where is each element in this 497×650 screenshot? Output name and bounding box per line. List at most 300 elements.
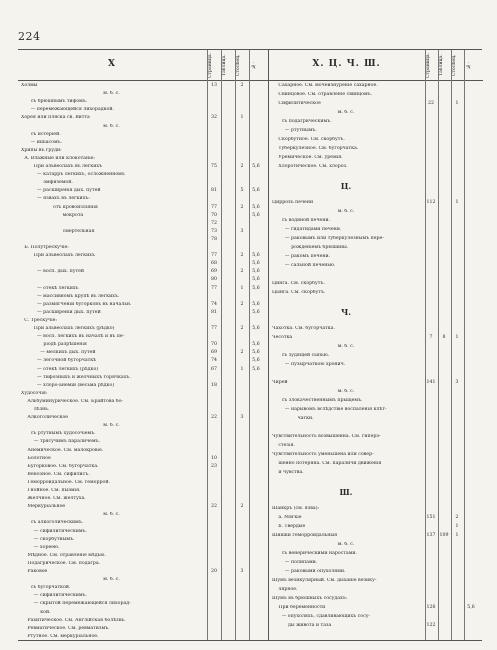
column-number-cell: 1 (455, 200, 459, 205)
right-body (269, 81, 483, 640)
entry-text: — расширенія дых. путей (37, 188, 101, 194)
entry-text: Венозное. См. сифилисъ. (27, 471, 90, 477)
entry-text: При альвеолахъ легкихъ (33, 253, 95, 259)
index-entry (18, 302, 268, 308)
table-number-cell: 8 (442, 335, 446, 340)
right-header-page: Страница. (426, 52, 431, 78)
entry-text: лярное. (278, 587, 298, 592)
entry-text: шенно потеряна. См. параличи движенія (278, 461, 382, 466)
entry-text: Уремическое. См. уремія. (278, 155, 343, 160)
entry-text: — скорбутнымъ. (33, 536, 75, 542)
entry-text: стезія. (278, 443, 295, 448)
index-entry (269, 218, 483, 224)
entry-number-cell: 5,6 (252, 358, 260, 364)
column-number-cell: 2 (240, 204, 244, 210)
index-entry (18, 229, 268, 235)
section-letter-text: Ш. (339, 488, 353, 496)
column-number-cell: 2 (240, 164, 244, 169)
entry-text: Шумъ въ брюшныхъ сосудахъ: (272, 596, 348, 601)
index-entry (18, 334, 268, 340)
index-table (18, 49, 482, 641)
entry-number-cell: 5,6 (252, 285, 260, 291)
entry-number-cell: 5,6 (252, 309, 260, 315)
entry-text: — отекѣ легкихъ (рѣдко) (37, 366, 99, 372)
entry-text: При альвеолахъ легкихъ (рѣдко) (33, 326, 115, 331)
index-entry (269, 173, 483, 179)
index-entry (269, 425, 483, 431)
entry-text: — восп. дых. путей (37, 269, 84, 275)
section-letter-text: Ч. (340, 308, 352, 316)
index-entry (18, 221, 268, 227)
index-entry (18, 99, 268, 105)
entry-text: м. б. с. (103, 423, 120, 429)
entry-text: Шумъ везикулярный. См. дыханіе везику- (272, 578, 377, 583)
index-entry (269, 578, 483, 584)
index-entry (269, 110, 483, 116)
left-body (18, 81, 268, 640)
entry-number-cell: 5,6 (252, 253, 260, 259)
index-entry (269, 434, 483, 440)
index-entry (18, 569, 268, 575)
index-entry (18, 213, 268, 219)
entry-text: съ зудящей сыпью. (281, 353, 330, 358)
index-entry (18, 545, 268, 551)
entry-number-cell: 5,6 (252, 164, 260, 169)
entry-text: Свинцовое. См. отравленіе свинцомъ. (278, 92, 373, 97)
right-header-title: Х. Ц. Ч. Ш. (312, 59, 381, 69)
page-number-cell: 22 (211, 504, 217, 510)
entry-text: м. б. с. (103, 512, 120, 518)
entry-text: — раковымъ или туберкулезнымъ пере- (284, 236, 384, 241)
index-entry (18, 180, 268, 186)
entry-text: съ алкоголическимъ. (30, 520, 84, 526)
entry-text: Ревматическое. См. ревматизмъ. (27, 625, 110, 631)
entry-text: м. б. с. (337, 542, 355, 547)
entry-text: — скрытой перемежающейся лихорад- (33, 601, 131, 607)
index-entry (269, 587, 483, 593)
index-entry (269, 542, 483, 548)
index-entry (269, 353, 483, 359)
page-number-cell: 77 (211, 326, 217, 331)
left-header-page: Страница. (208, 52, 213, 78)
column-number-cell: 2 (240, 83, 244, 88)
entry-text: — хлоро-анеміи (весьма рѣдко) (37, 382, 115, 388)
index-entry (269, 101, 483, 107)
column-number-cell: 3 (240, 228, 244, 234)
index-entry (269, 254, 483, 260)
entry-text: А. Влажные или клокотаніе: (24, 155, 95, 161)
index-entry (269, 380, 483, 386)
index-entry (18, 601, 268, 607)
index-entry (18, 253, 268, 259)
entry-number-cell: 5,6 (252, 261, 260, 267)
page-number-cell: 70 (211, 342, 217, 348)
index-entry (18, 245, 268, 251)
entry-text: Рахитическое. См. Англійская болѣзнь. (27, 617, 126, 623)
index-entry (269, 299, 483, 305)
entry-text: смертельная (62, 228, 95, 234)
entry-text: м. б. с. (337, 110, 355, 115)
index-entry (269, 515, 483, 521)
index-entry (18, 375, 268, 381)
entry-text: Болотное (27, 455, 51, 461)
entry-text: Желчное. См. желтуха. (27, 496, 86, 502)
entry-text: b. Твердые (278, 524, 306, 529)
index-entry (18, 342, 268, 348)
index-entry (18, 318, 268, 324)
right-column (268, 50, 483, 640)
entry-text: При беременности (278, 605, 326, 610)
page-number-cell: 80 (211, 277, 217, 283)
entry-text: Чувствительность возвышенна. См. гиперэ- (272, 434, 381, 439)
entry-text: — отекѣ легкихъ (37, 285, 79, 291)
column-number-cell: 2 (240, 504, 244, 510)
page-number-cell: 13 (211, 83, 217, 88)
index-entry (18, 83, 268, 89)
entry-text: м. б. с. (337, 344, 355, 349)
index-entry (269, 371, 483, 377)
column-number-cell: 1 (455, 533, 459, 538)
index-entry (269, 92, 483, 98)
index-entry (18, 529, 268, 535)
entry-number-cell: 5,6 (252, 188, 260, 194)
entry-text: Алкоголическое (27, 415, 69, 421)
index-entry (269, 452, 483, 458)
entry-text: Чахотка. См. бугорчатка. (272, 326, 335, 331)
section-letter (269, 308, 483, 314)
entry-text: — сифилитическимъ. (33, 528, 88, 534)
index-entry (18, 132, 268, 138)
index-entry (269, 362, 483, 368)
page-number-cell: 68 (211, 261, 217, 267)
index-entry (18, 415, 268, 421)
index-entry (18, 391, 268, 397)
index-entry (18, 512, 268, 518)
entry-text: Меркуріальное (27, 504, 66, 510)
index-entry (269, 83, 483, 89)
entry-text: Шишки геморроидальныя (272, 533, 338, 538)
left-header-column: Столбец. (236, 54, 241, 76)
index-entry (18, 464, 268, 470)
entry-number-cell: 5,6 (252, 277, 260, 283)
index-entry (18, 172, 268, 178)
page-number-cell: 112 (426, 200, 436, 205)
index-entry (269, 497, 483, 503)
index-entry (18, 448, 268, 454)
index-entry (18, 107, 268, 113)
entry-text: съ бугорчаткой. (30, 585, 71, 591)
entry-number-cell: 5,6 (252, 326, 260, 331)
index-entry (269, 479, 483, 485)
column-number-cell: 2 (240, 350, 244, 356)
index-entry (269, 263, 483, 269)
entry-text: Подагрическое. См. подагра. (27, 560, 101, 566)
index-entry (269, 596, 483, 602)
index-entry (18, 634, 268, 640)
entry-text: лѣзнь. (33, 407, 50, 412)
index-entry (18, 237, 268, 243)
index-entry (18, 326, 268, 332)
entry-text: — трясучимъ параличемъ. (33, 439, 101, 445)
index-entry (269, 236, 483, 242)
page-number-cell: 18 (211, 382, 217, 388)
entry-text: Чирей (272, 380, 288, 385)
entry-text: съ подагрическимъ. (281, 119, 332, 124)
right-header-column: Столбец. (452, 54, 457, 76)
entry-text: — мелкихъ дых. путей (40, 350, 96, 356)
page-number-cell: 77 (211, 285, 217, 291)
right-header-table: Таблица. (439, 54, 444, 76)
entry-text: ды живота и таза (288, 623, 332, 628)
entry-text: Худосочія: (21, 390, 48, 396)
table-number-cell: 109 (439, 533, 449, 538)
entry-text: чатки. (297, 416, 314, 421)
column-number-cell: 2 (455, 515, 459, 520)
page-number-cell: 78 (211, 236, 217, 242)
index-entry (18, 423, 268, 429)
index-entry (18, 520, 268, 526)
entry-text: Туберкулезное. См. бугорчатка. (278, 146, 359, 151)
page-number-cell: 70 (211, 212, 217, 218)
entry-text: и чувства. (278, 470, 304, 475)
page-number-cell: 67 (211, 366, 217, 372)
entry-text: съ водяной печени. (281, 218, 331, 223)
index-entry (18, 277, 268, 283)
section-letter-text: Ц. (340, 182, 352, 190)
page-number-cell: 10 (211, 455, 217, 461)
entry-text: — легочной бугорчаткѣ (37, 358, 96, 364)
index-entry (269, 290, 483, 296)
entry-text: — ртутнымъ. (284, 128, 317, 133)
index-entry (269, 281, 483, 287)
index-entry (269, 614, 483, 620)
index-entry (269, 137, 483, 143)
section-letter (269, 488, 483, 494)
entry-text: — тифозныхъ и желчныхъ горячкахъ. (37, 374, 131, 380)
index-entry (18, 488, 268, 494)
entry-text: Чесотка (272, 335, 293, 340)
column-number-cell: 2 (240, 301, 244, 307)
entry-text: м. б. с. (337, 389, 355, 394)
entry-text: съ венерическими наростами. (281, 551, 357, 556)
page-number-cell: 122 (426, 623, 436, 628)
entry-number-cell: 5,6 (252, 301, 260, 307)
index-entry (269, 470, 483, 476)
column-number-cell: 1 (455, 335, 459, 340)
page-number-cell: 75 (211, 164, 217, 169)
entry-text: Хрипы въ груди: (21, 147, 62, 153)
index-entry (18, 294, 268, 300)
index-entry (18, 140, 268, 146)
index-entry (269, 506, 483, 512)
index-entry (18, 407, 268, 413)
index-entry (269, 533, 483, 539)
page-number-cell: 73 (211, 228, 217, 234)
entry-text: — перемежающейся лихорадкой. (30, 107, 114, 113)
column-number-cell: 2 (240, 253, 244, 259)
index-entry (18, 124, 268, 130)
entry-text: Мѣдное. См. отравленіе мѣдью. (27, 552, 106, 558)
page-number-cell: 72 (211, 220, 217, 226)
index-entry (18, 164, 268, 170)
column-number-cell: 1 (455, 101, 459, 106)
entry-number-cell: 5,6 (252, 212, 260, 218)
index-entry (18, 610, 268, 616)
entry-text: — размягченіи бугорковъ въ начальн. (37, 301, 132, 307)
left-column (18, 50, 268, 640)
entry-text: a. Мягкіе (278, 515, 302, 520)
index-entry (18, 561, 268, 567)
column-number-cell: 1 (240, 115, 244, 121)
entry-text: съ злокачественнымъ прыщемъ. (281, 398, 363, 403)
entry-text: рожденіемъ брюшины. (291, 245, 349, 250)
index-entry (18, 577, 268, 583)
column-number-cell: 1 (240, 285, 244, 291)
column-number-cell: 3 (240, 415, 244, 421)
entry-text: м. б. с. (103, 123, 120, 129)
page-number-cell: 126 (426, 605, 436, 610)
page-number-cell: 81 (211, 188, 217, 194)
index-entry (269, 605, 483, 611)
entry-text: Б. Полутрескучіе: (24, 245, 69, 250)
entry-text: Гнойное. См. пыэмія. (27, 488, 81, 493)
entry-number-cell: 5,6 (467, 605, 475, 610)
entry-number-cell: 5,6 (252, 366, 260, 372)
entry-number-cell: 5,6 (252, 204, 260, 210)
entry-text: м. б. с. (103, 577, 120, 583)
index-entry (18, 593, 268, 599)
index-entry (269, 524, 483, 530)
index-entry (269, 443, 483, 449)
entry-text: ріодѣ разрѣшенія (43, 342, 87, 348)
entry-text: Хорея или пляска св. Витта (21, 115, 90, 121)
index-entry (18, 456, 268, 462)
page-number-cell: 23 (211, 463, 217, 469)
index-entry (269, 551, 483, 557)
index-entry (18, 188, 268, 194)
entry-text: Холмы (21, 83, 38, 88)
page-number-cell: 74 (211, 301, 217, 307)
index-entry (269, 227, 483, 233)
entry-number-cell: 5,6 (252, 269, 260, 275)
right-header-number: №. (466, 61, 471, 69)
page-number-cell: 20 (211, 569, 217, 574)
entry-text: отъ кровоизліянія (53, 204, 98, 210)
entry-text: — опухоляхъ, сдавливающихъ сосу- (281, 614, 371, 619)
index-entry (18, 156, 268, 162)
index-entry (18, 383, 268, 389)
entry-text: Цинга. См. скорбутъ. (272, 281, 325, 286)
index-entry (18, 480, 268, 486)
page-number-cell: 141 (426, 380, 436, 385)
entry-number-cell: 5,6 (252, 342, 260, 348)
index-entry (18, 472, 268, 478)
entry-text: — ишіасомъ. (30, 139, 63, 145)
index-entry (18, 205, 268, 211)
index-entry (269, 623, 483, 629)
index-entry (18, 350, 268, 356)
index-entry (269, 416, 483, 422)
index-entry (18, 439, 268, 445)
index-entry (269, 272, 483, 278)
entry-text: — полипами. (284, 560, 318, 565)
entry-text: — восп. легкихъ въ началѣ и въ пе- (37, 334, 125, 340)
index-entry (18, 367, 268, 373)
index-entry (18, 310, 268, 316)
entry-text: С. Трескучіе: (24, 317, 57, 323)
index-entry (18, 431, 268, 437)
index-entry (269, 317, 483, 323)
entry-text: При альвеолахъ въ легкихъ (33, 164, 102, 169)
column-number-cell: 3 (240, 569, 244, 574)
index-entry (18, 91, 268, 97)
page-number-cell: 22 (211, 415, 217, 421)
entry-text: Бугорковое. См. бугорчатка. (27, 463, 99, 469)
left-header-number: №. (251, 61, 256, 69)
index-entry (18, 618, 268, 624)
entry-text: Альбуминурическое. См. Брайтова бо- (27, 398, 123, 404)
entry-text: м. б. с. (103, 91, 120, 97)
entry-text: съ истеріей. (30, 131, 61, 137)
index-entry (18, 269, 268, 275)
index-entry (269, 245, 483, 251)
index-entry (269, 407, 483, 413)
entry-text: Сифилитическое (278, 101, 321, 106)
index-entry (18, 115, 268, 121)
left-header-table: Таблица. (222, 54, 227, 76)
index-entry (269, 209, 483, 215)
index-entry (269, 398, 483, 404)
index-entry (18, 553, 268, 559)
page-number-cell: 77 (211, 204, 217, 210)
index-entry (269, 461, 483, 467)
column-number-cell: 2 (240, 269, 244, 275)
index-entry (18, 261, 268, 267)
index-entry (18, 148, 268, 154)
entry-text: Шанкръ (см. язва): (272, 506, 320, 511)
index-entry (269, 569, 483, 575)
entry-text: — сифилитическимъ. (33, 593, 88, 599)
entry-text: Цынга. См. скорбутъ. (272, 290, 326, 295)
index-entry (18, 358, 268, 364)
index-entry (269, 155, 483, 161)
column-number-cell: 5 (240, 188, 244, 194)
page-number-cell: 32 (211, 115, 217, 121)
index-entry (18, 626, 268, 632)
page-number-cell: 137 (426, 533, 436, 538)
left-header-title: X (108, 59, 116, 69)
index-entry (18, 196, 268, 202)
index-entry (18, 496, 268, 502)
column-number-cell: 3 (455, 380, 459, 385)
entry-text: — гидатидами печени. (284, 227, 342, 232)
index-entry (18, 585, 268, 591)
page-number-cell: 22 (428, 101, 434, 106)
entry-text: — катарръ легкихъ, осложненномъ (37, 172, 125, 178)
entry-text: Сахарное. См. мочеизнуреніе сахарное. (278, 83, 378, 88)
index-entry (269, 191, 483, 197)
entry-text: — хореею. (33, 544, 60, 550)
entry-text: — нарывомъ вслѣдствіе воспаленія клѣт- (284, 407, 387, 412)
column-number-cell: 1 (240, 366, 244, 372)
entry-text: съ брюшнымъ тифомъ. (30, 99, 88, 105)
entry-text: — расширеніи дых. путей (37, 309, 101, 315)
entry-text: съ ртутнымъ худосочіемъ. (30, 431, 96, 437)
entry-text: Хлоротическое. См. хлороз. (278, 164, 348, 169)
page-number-cell: 77 (211, 253, 217, 259)
entry-text: мокрота (62, 212, 84, 218)
column-number-cell: 1 (455, 524, 459, 529)
